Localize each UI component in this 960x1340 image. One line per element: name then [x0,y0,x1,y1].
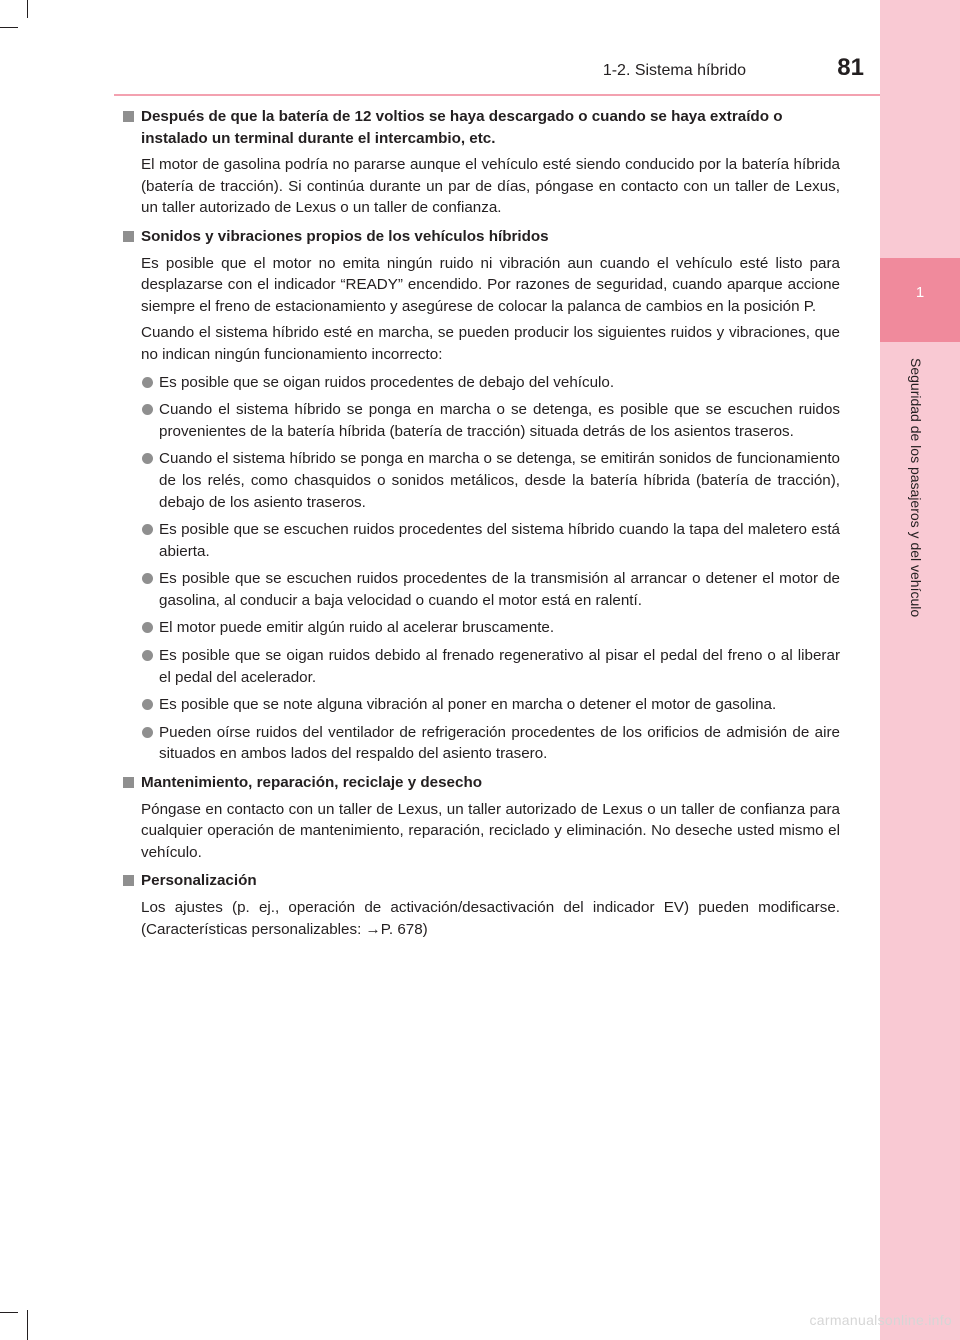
circle-bullet-icon [142,453,153,464]
bullet-text: Cuando el sistema híbrido se ponga en marcha o se detenga, se emitirán sonidos de funcionamiento de los relés, como chasquidos o sonidos metálicos, desde la batería híbrida (batería de tracción), debajo de los asiento traseros. [159,450,840,511]
bullet-item [122,399,840,442]
paragraph-text: Póngase en contacto con un taller de Lexus, un taller autorizado de Lexus o un taller de confianza para cualquier operación de mantenimiento, reparación, reciclado y eliminación. No deseche usted mismo el vehículo. [141,800,840,861]
page-content [122,106,840,940]
page-number: 81 [837,54,864,81]
bullet-text: Es posible que se escuchen ruidos procedentes de la transmisión al arrancar o detener el motor de gasolina, al conducir a baja velocidad o cuando el motor está en ralentí. [159,570,840,609]
section-heading-text: Después de que la batería de 12 voltios se haya descargado o cuando se haya extraído o instalado un terminal durante el intercambio, etc. [141,108,783,147]
square-bullet-icon [123,111,134,122]
bullet-text: Es posible que se oigan ruidos debido al frenado regenerativo al pisar el pedal del freno o al liberar el pedal del acelerador. [159,647,840,686]
circle-bullet-icon [142,699,153,710]
header-rule [114,94,880,96]
circle-bullet-icon [142,727,153,738]
bullet-text: Cuando el sistema híbrido se ponga en marcha o se detenga, es posible que se escuchen ruidos provenientes de la batería híbrida (batería de tracción) situada detrás de los asientos traseros. [159,401,840,440]
bullet-item [122,722,840,765]
crop-mark [0,1312,18,1313]
bullet-item [122,617,840,639]
circle-bullet-icon [142,377,153,388]
crop-mark [27,0,28,18]
bullet-text: Es posible que se note alguna vibración al poner en marcha o detener el motor de gasolina. [159,696,777,714]
section-heading [122,772,840,794]
chapter-number: 1 [915,284,925,301]
section-title: 1-2. Sistema híbrido [602,62,746,79]
circle-bullet-icon [142,404,153,415]
bullet-item [122,519,840,562]
chapter-sidebar [880,0,960,1340]
paragraph-text: El motor de gasolina podría no pararse aunque el vehículo esté siendo conducido por la batería híbrida (batería de tracción). Si continúa durante un par de días, póngase en contacto con un taller de Lexus, un taller autorizado de Lexus o un taller de confianza. [141,156,840,217]
watermark: carmanualsonline.info [809,1312,952,1328]
circle-bullet-icon [142,622,153,633]
section-heading-text: Sonidos y vibraciones propios de los vehículos híbridos [141,227,549,245]
paragraph-text: Es posible que el motor no emita ningún ruido ni vibración aun cuando el vehículo esté listo para desplazarse con el indicador “READY” encendido. Por razones de seguridad, cuando aparque accione siempre el freno de estacionamiento y asegúrese de colocar la palanca de cambios en la posición P. [141,254,840,315]
square-bullet-icon [123,777,134,788]
chapter-title: Seguridad de los pasajeros y del vehículo [908,358,924,618]
crop-mark [0,27,18,28]
circle-bullet-icon [142,524,153,535]
bullet-text: Pueden oírse ruidos del ventilador de refrigeración procedentes de los orificios de admisión de aire situados en ambos lados del respaldo del asiento trasero. [159,723,840,763]
square-bullet-icon [123,875,134,886]
section-heading [122,870,840,892]
paragraph [122,253,840,318]
circle-bullet-icon [142,573,153,584]
section-heading [122,106,840,149]
section-heading [122,226,840,248]
bullet-item [122,568,840,611]
paragraph [122,897,840,940]
section-heading-text: Personalización [141,872,257,890]
section-heading-text: Mantenimiento, reparación, reciclaje y desecho [141,774,482,792]
circle-bullet-icon [142,650,153,661]
square-bullet-icon [123,231,134,242]
bullet-text: Es posible que se escuchen ruidos procedentes del sistema híbrido cuando la tapa del maletero está abierta. [159,521,840,560]
bullet-text: El motor puede emitir algún ruido al acelerar bruscamente. [159,619,555,637]
paragraph-text: Cuando el sistema híbrido esté en marcha, se pueden producir los siguientes ruidos y vibraciones, que no indican ningún funcionamiento incorrecto: [141,324,840,363]
crop-mark [27,1310,28,1340]
paragraph-text: Los ajustes (p. ej., operación de activación/desactivación del indicador EV) pueden modificarse. (Características personalizables: →P. 678) [141,899,840,938]
paragraph [122,799,840,864]
bullet-item [122,372,840,394]
bullet-text: Es posible que se oigan ruidos procedentes de debajo del vehículo. [159,373,615,391]
paragraph [122,322,840,365]
bullet-item [122,645,840,688]
bullet-item [122,694,840,716]
bullet-item [122,448,840,513]
paragraph [122,154,840,219]
